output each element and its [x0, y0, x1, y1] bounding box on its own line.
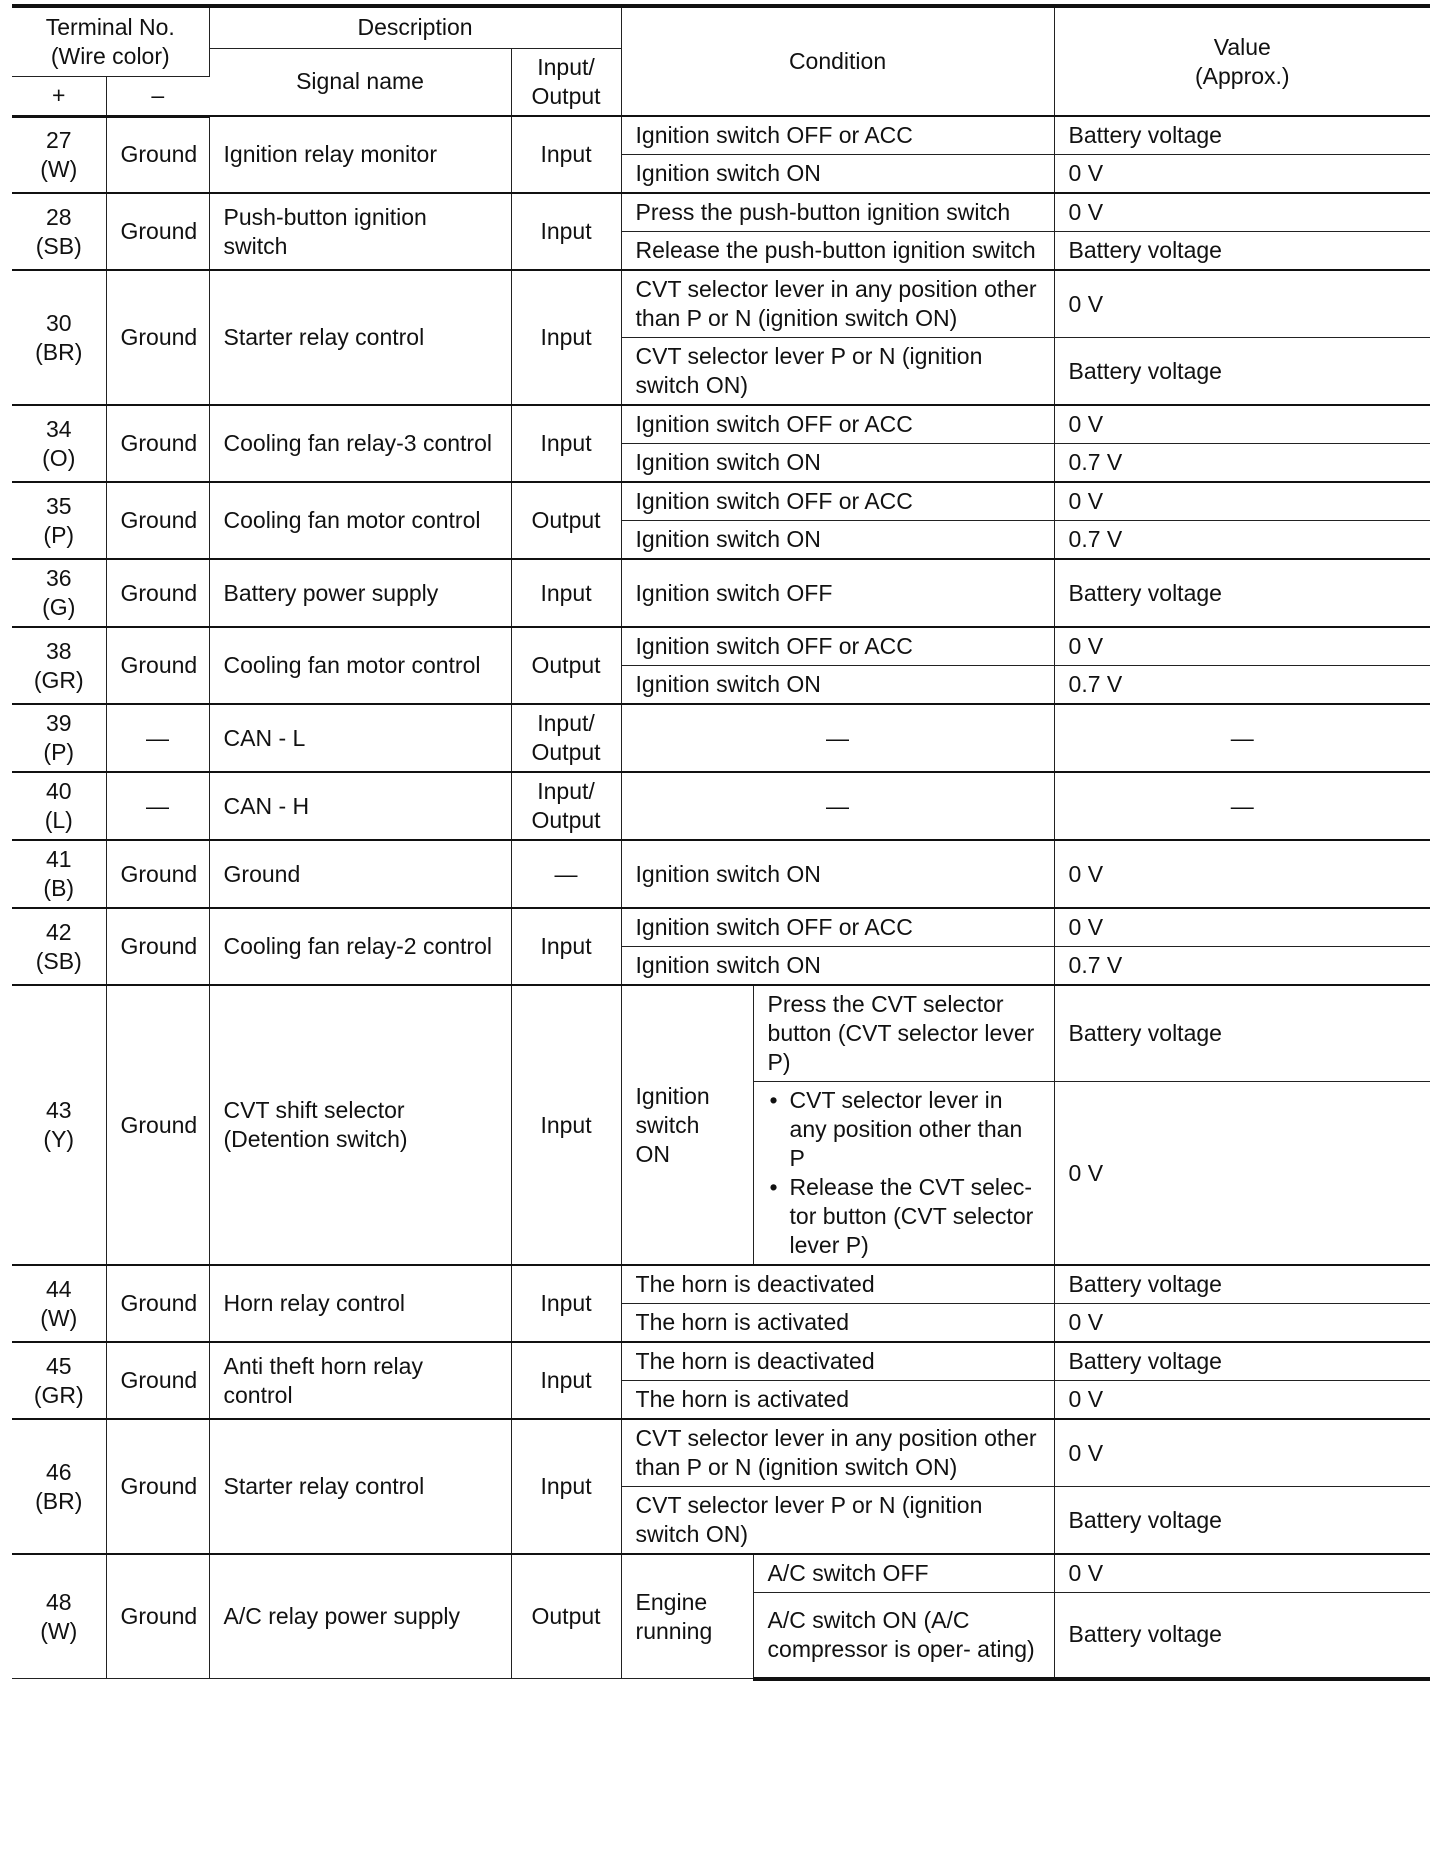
signal-name: Cooling fan relay-2 control: [209, 908, 511, 985]
sub-condition: [753, 1082, 1054, 1266]
ground-terminal: Ground: [106, 116, 209, 193]
table-row: [12, 116, 1430, 155]
condition: Ignition switch ON: [621, 155, 1054, 194]
condition: Ignition switch OFF or ACC: [621, 405, 1054, 444]
condition: Ignition switch OFF or ACC: [621, 116, 1054, 155]
value: 0 V: [1054, 1554, 1430, 1593]
signal-name: Anti theft horn relay control: [209, 1342, 511, 1419]
condition: Ignition switch ON: [621, 666, 1054, 705]
signal-name: Cooling fan motor control: [209, 627, 511, 704]
terminal-number: 42 (SB): [12, 908, 106, 985]
value: 0 V: [1054, 1304, 1430, 1343]
table-row: [12, 627, 1430, 666]
ground-terminal: —: [106, 704, 209, 772]
value: 0.7 V: [1054, 521, 1430, 560]
value: 0 V: [1054, 627, 1430, 666]
io-type: Output: [511, 1554, 621, 1679]
condition: The horn is activated: [621, 1304, 1054, 1343]
value: 0 V: [1054, 482, 1430, 521]
signal-name: Ground: [209, 840, 511, 908]
terminal-no-header: Terminal No. (Wire color): [12, 6, 209, 76]
terminal-number: 41 (B): [12, 840, 106, 908]
condition: Ignition switch ON: [621, 444, 1054, 483]
value: 0 V: [1054, 270, 1430, 338]
condition: CVT selector lever P or N (ignition switch ON): [621, 1487, 1054, 1555]
io-type: Input/ Output: [511, 772, 621, 840]
sub-condition: A/C switch OFF: [753, 1554, 1054, 1593]
input-output-header: Input/ Output: [511, 48, 621, 116]
terminal-number: 45 (GR): [12, 1342, 106, 1419]
table-row: [12, 1265, 1430, 1304]
signal-name: Starter relay control: [209, 270, 511, 405]
condition: Ignition switch OFF or ACC: [621, 908, 1054, 947]
signal-name: CAN - H: [209, 772, 511, 840]
condition: Ignition switch OFF or ACC: [621, 627, 1054, 666]
ground-terminal: Ground: [106, 482, 209, 559]
condition: CVT selector lever P or N (ignition switch ON): [621, 338, 1054, 406]
value: 0.7 V: [1054, 666, 1430, 705]
table-row: [12, 559, 1430, 627]
terminal-number: 44 (W): [12, 1265, 106, 1342]
ground-terminal: Ground: [106, 405, 209, 482]
signal-name: CVT shift selector (Detention switch): [209, 985, 511, 1265]
ground-terminal: —: [106, 772, 209, 840]
terminal-number: 35 (P): [12, 482, 106, 559]
ground-terminal: Ground: [106, 627, 209, 704]
value: Battery voltage: [1054, 232, 1430, 271]
condition-group: Engine running: [621, 1554, 753, 1679]
ground-terminal: Ground: [106, 985, 209, 1265]
terminal-spec-sheet: [12, 4, 1430, 1681]
io-type: Input: [511, 1419, 621, 1554]
table-row: [12, 1554, 1430, 1593]
ground-terminal: Ground: [106, 1265, 209, 1342]
value: 0 V: [1054, 1419, 1430, 1487]
io-type: Output: [511, 482, 621, 559]
signal-name: Ignition relay monitor: [209, 116, 511, 193]
condition: Press the push-button ignition switch: [621, 193, 1054, 232]
io-type: Input: [511, 1265, 621, 1342]
io-type: Input: [511, 116, 621, 193]
condition: —: [621, 772, 1054, 840]
value: Battery voltage: [1054, 338, 1430, 406]
condition: The horn is deactivated: [621, 1265, 1054, 1304]
signal-name: Push-button ignition switch: [209, 193, 511, 270]
value: Battery voltage: [1054, 1487, 1430, 1555]
table-row: [12, 840, 1430, 908]
sub-condition: A/C switch ON (A/C compressor is oper- ating): [753, 1593, 1054, 1679]
table-row: [12, 193, 1430, 232]
bullet-list: [768, 1086, 1040, 1260]
list-item: • CVT selector lever in any position other than P: [768, 1086, 1040, 1173]
terminal-number: 48 (W): [12, 1554, 106, 1679]
condition: The horn is deactivated: [621, 1342, 1054, 1381]
value: 0 V: [1054, 908, 1430, 947]
ground-terminal: Ground: [106, 1554, 209, 1679]
ground-terminal: Ground: [106, 270, 209, 405]
value: 0 V: [1054, 1082, 1430, 1266]
table-row: [12, 482, 1430, 521]
terminal-number: 36 (G): [12, 559, 106, 627]
ground-terminal: Ground: [106, 193, 209, 270]
value: —: [1054, 704, 1430, 772]
condition: Ignition switch ON: [621, 840, 1054, 908]
condition: Ignition switch OFF: [621, 559, 1054, 627]
condition: Ignition switch ON: [621, 947, 1054, 986]
io-type: Input: [511, 559, 621, 627]
sub-condition: Press the CVT selector button (CVT selector lever P): [753, 985, 1054, 1082]
signal-name-header: Signal name: [209, 48, 511, 116]
value: 0.7 V: [1054, 947, 1430, 986]
signal-name: A/C relay power supply: [209, 1554, 511, 1679]
value: 0 V: [1054, 1381, 1430, 1420]
condition: Ignition switch OFF or ACC: [621, 482, 1054, 521]
io-type: Input: [511, 985, 621, 1265]
value: Battery voltage: [1054, 1342, 1430, 1381]
table-row: [12, 772, 1430, 840]
io-type: Input: [511, 1342, 621, 1419]
ground-terminal: Ground: [106, 840, 209, 908]
io-type: Input/ Output: [511, 704, 621, 772]
io-type: Input: [511, 405, 621, 482]
condition-group: Ignition switch ON: [621, 985, 753, 1265]
ground-terminal: Ground: [106, 559, 209, 627]
ground-terminal: Ground: [106, 908, 209, 985]
value: 0 V: [1054, 405, 1430, 444]
list-item: • Release the CVT selec- tor button (CVT selector lever P): [768, 1173, 1040, 1260]
condition: Ignition switch ON: [621, 521, 1054, 560]
signal-name: Cooling fan motor control: [209, 482, 511, 559]
condition: CVT selector lever in any position other than P or N (ignition switch ON): [621, 270, 1054, 338]
condition-header: Condition: [621, 6, 1054, 116]
io-type: —: [511, 840, 621, 908]
ground-terminal: Ground: [106, 1419, 209, 1554]
terminal-number: 40 (L): [12, 772, 106, 840]
value: 0 V: [1054, 193, 1430, 232]
description-header: Description: [209, 6, 621, 48]
io-type: Input: [511, 270, 621, 405]
terminal-number: 46 (BR): [12, 1419, 106, 1554]
value-header: Value (Approx.): [1054, 6, 1430, 116]
terminal-number: 38 (GR): [12, 627, 106, 704]
signal-name: CAN - L: [209, 704, 511, 772]
value: Battery voltage: [1054, 1593, 1430, 1679]
table-row: [12, 270, 1430, 338]
signal-name: Starter relay control: [209, 1419, 511, 1554]
terminal-number: 34 (O): [12, 405, 106, 482]
io-type: Input: [511, 908, 621, 985]
terminal-number: 43 (Y): [12, 985, 106, 1265]
value: Battery voltage: [1054, 116, 1430, 155]
table-row: [12, 704, 1430, 772]
value: Battery voltage: [1054, 985, 1430, 1082]
value: 0 V: [1054, 155, 1430, 194]
value: 0.7 V: [1054, 444, 1430, 483]
minus-header: –: [106, 76, 209, 116]
signal-name: Cooling fan relay-3 control: [209, 405, 511, 482]
terminal-number: 28 (SB): [12, 193, 106, 270]
value: —: [1054, 772, 1430, 840]
value: Battery voltage: [1054, 559, 1430, 627]
signal-name: Horn relay control: [209, 1265, 511, 1342]
table-row: [12, 1419, 1430, 1487]
plus-header: +: [12, 76, 106, 116]
value: 0 V: [1054, 840, 1430, 908]
terminal-number: 27 (W): [12, 116, 106, 193]
ground-terminal: Ground: [106, 1342, 209, 1419]
table-row: [12, 405, 1430, 444]
terminal-table: [12, 4, 1430, 1681]
io-type: Input: [511, 193, 621, 270]
signal-name: Battery power supply: [209, 559, 511, 627]
terminal-number: 39 (P): [12, 704, 106, 772]
table-row: [12, 908, 1430, 947]
terminal-number: 30 (BR): [12, 270, 106, 405]
table-row: [12, 985, 1430, 1082]
condition: —: [621, 704, 1054, 772]
condition: Release the push-button ignition switch: [621, 232, 1054, 271]
table-row: [12, 1342, 1430, 1381]
value: Battery voltage: [1054, 1265, 1430, 1304]
condition: CVT selector lever in any position other than P or N (ignition switch ON): [621, 1419, 1054, 1487]
io-type: Output: [511, 627, 621, 704]
condition: The horn is activated: [621, 1381, 1054, 1420]
